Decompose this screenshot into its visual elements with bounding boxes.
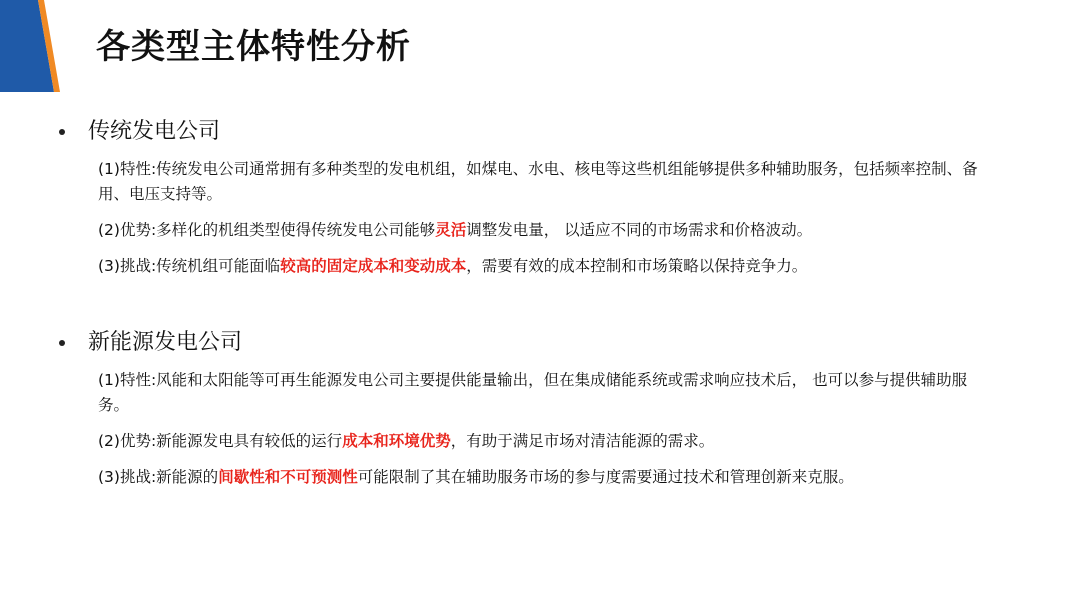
- item-text: (1)特性:传统发电公司通常拥有多种类型的发电机组，如煤电、水电、核电等这些机组能够提供多种辅助服务，包括频率控制、备用、电压支持等。: [98, 160, 978, 203]
- item-text-tail: 调整发电量， 以适应不同的市场需求和价格波动。: [466, 221, 813, 239]
- list-item: [98, 254, 988, 279]
- highlight-text: 成本和环境优势: [342, 432, 451, 450]
- list-item: [98, 218, 988, 243]
- item-text: (3)挑战:新能源的: [98, 468, 219, 486]
- item-text: (1)特性:风能和太阳能等可再生能源发电公司主要提供能量输出，但在集成储能系统或需求响应技术后， 也可以参与提供辅助服务。: [98, 371, 968, 414]
- page-title: 各类型主体特性分析: [96, 27, 411, 67]
- item-text-tail: ，有助于满足市场对清洁能源的需求。: [450, 432, 715, 450]
- list-item: [98, 429, 988, 454]
- bullet-icon: [59, 129, 65, 135]
- corner-decoration: [0, 0, 60, 92]
- highlight-text: 较高的固定成本和变动成本: [280, 257, 467, 275]
- list-item: [98, 368, 988, 418]
- item-list: [98, 157, 1018, 279]
- section-title: 新能源发电公司: [88, 330, 243, 355]
- list-item: [98, 157, 988, 207]
- highlight-text: 间歇性和不可预测性: [218, 468, 358, 486]
- section-new-energy: [58, 328, 1018, 501]
- list-item: [98, 465, 988, 490]
- item-list: [98, 368, 1018, 490]
- section-traditional: [58, 117, 1018, 290]
- item-text: (3)挑战:传统机组可能面临: [98, 257, 281, 275]
- item-text-tail: 可能限制了其在辅助服务市场的参与度需要通过技术和管理创新来克服。: [357, 468, 854, 486]
- section-header: [58, 328, 1018, 358]
- item-text: (2)优势:新能源发电具有较低的运行: [98, 432, 343, 450]
- item-text: (2)优势:多样化的机组类型使得传统发电公司能够: [98, 221, 436, 239]
- item-text-tail: ，需要有效的成本控制和市场策略以保持竞争力。: [466, 257, 808, 275]
- bullet-icon: [59, 340, 65, 346]
- highlight-text: 灵活: [435, 221, 467, 239]
- section-title: 传统发电公司: [88, 119, 221, 144]
- section-header: [58, 117, 1018, 147]
